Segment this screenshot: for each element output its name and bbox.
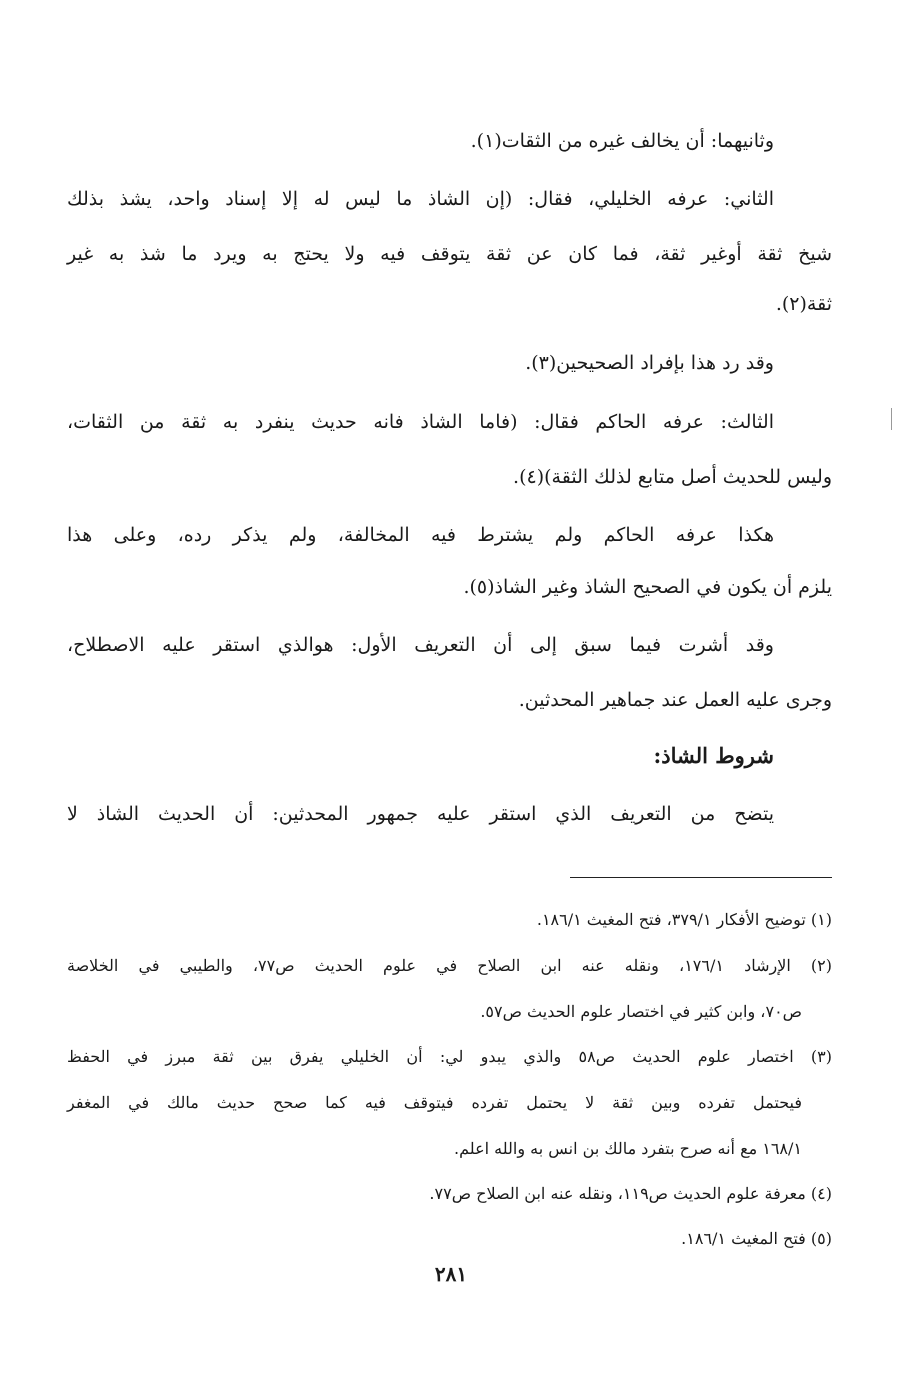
body-line-7: وليس للحديث أصل متابع لذلك الثقة)(٤). bbox=[513, 466, 832, 488]
footnote-3-cont-2: ١٦٨/١ مع أنه صرح بتفرد مالك بن انس به والله اعلم. bbox=[454, 1139, 802, 1158]
body-line-4: ثقة(٢). bbox=[775, 293, 832, 315]
footnote-2-cont: ص٧٠، وابن كثير في اختصار علوم الحديث ص٥٧. bbox=[480, 1002, 802, 1021]
body-line-10: وقد أشرت فيما سبق إلى أن التعريف الأول: هوالذي استقر عليه الاصطلاح، bbox=[67, 634, 774, 656]
body-line-11: وجرى عليه العمل عند جماهير المحدثين. bbox=[518, 689, 832, 711]
body-line-1: وثانيهما: أن يخالف غيره من الثقات(١). bbox=[470, 130, 774, 152]
page-number: ٢٨١ bbox=[434, 1262, 468, 1286]
footnote-1: (١) توضيح الأفكار ٣٧٩/١، فتح المغيث ١٨٦/١. bbox=[536, 910, 832, 929]
footnote-4: (٤) معرفة علوم الحديث ص١١٩، ونقله عنه ابن الصلاح ص٧٧. bbox=[429, 1184, 832, 1203]
body-line-5: وقد رد هذا بإفراد الصحيحين(٣). bbox=[525, 352, 774, 374]
body-line-3: شيخ ثقة أوغير ثقة، فما كان عن ثقة يتوقف فيه ولا يحتج به ويرد ما شذ به غير bbox=[67, 243, 832, 265]
footnote-2: (٢) الإرشاد ١٧٦/١، ونقله عنه ابن الصلاح في علوم الحديث ص٧٧، والطيبي في الخلاصة bbox=[67, 956, 833, 975]
footnote-3-cont-1: فيحتمل تفرده وبين ثقة لا يحتمل تفرده فيتوقف فيه كما صحح حديث مالك في المغفر bbox=[67, 1093, 802, 1112]
body-line-6: الثالث: عرفه الحاكم فقال: (فاما الشاذ فانه حديث ينفرد به ثقة من الثقات، bbox=[67, 411, 774, 433]
body-line-8: هكذا عرفه الحاكم ولم يشترط فيه المخالفة، ولم يذكر رده، وعلى هذا bbox=[67, 524, 774, 546]
body-line-9: يلزم أن يكون في الصحيح الشاذ وغير الشاذ(٥). bbox=[463, 576, 832, 598]
body-line-2: الثاني: عرفه الخليلي، فقال: (إن الشاذ ما ليس له إلا إسناد واحد، يشذ بذلك bbox=[67, 188, 774, 210]
section-heading: شروط الشاذ: bbox=[653, 743, 774, 768]
footnote-5: (٥) فتح المغيث ١٨٦/١. bbox=[681, 1229, 832, 1248]
footnote-3: (٣) اختصار علوم الحديث ص٥٨ والذي يبدو لي: أن الخليلي يفرق بين ثقة مبرز في الحفظ bbox=[67, 1047, 833, 1066]
body-line-12: يتضح من التعريف الذي استقر عليه جمهور المحدثين: أن الحديث الشاذ لا bbox=[67, 803, 774, 825]
footnote-separator bbox=[570, 877, 832, 878]
margin-mark bbox=[891, 408, 892, 430]
